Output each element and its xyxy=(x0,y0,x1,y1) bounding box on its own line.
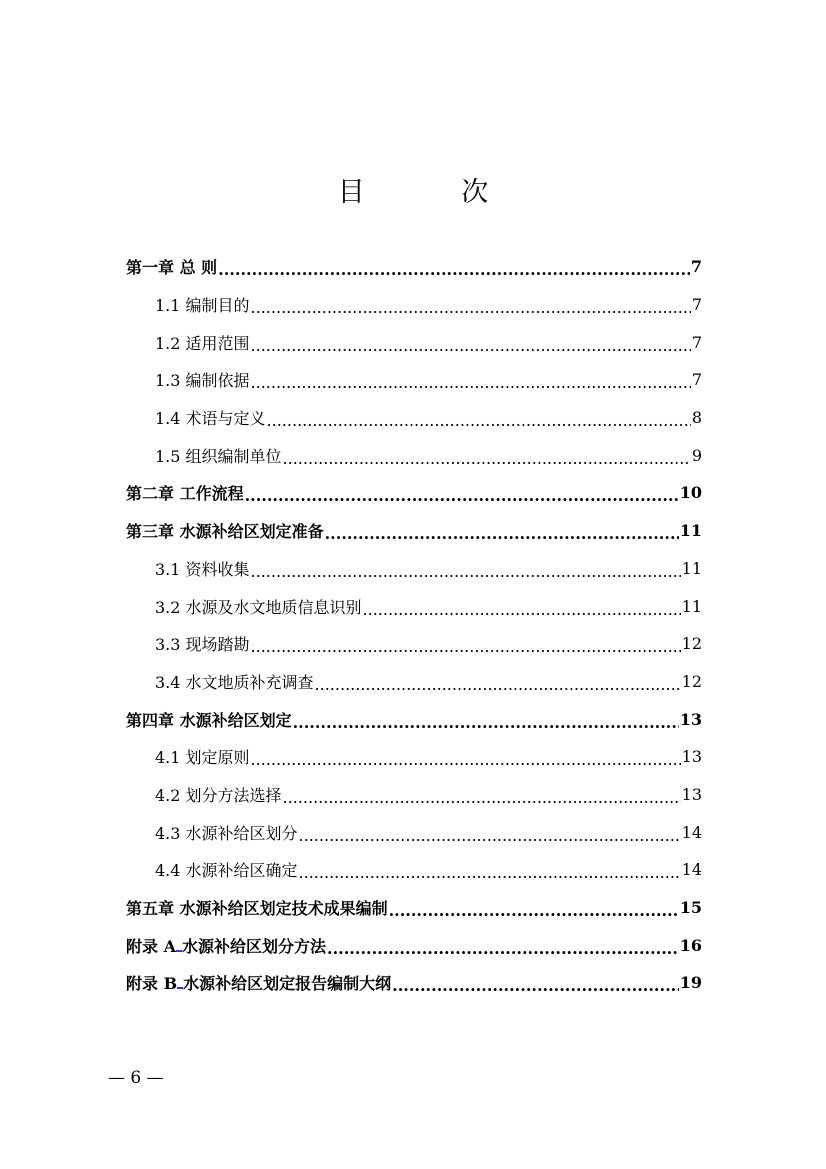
toc-entry-page: 11 xyxy=(681,596,702,616)
toc-entry-label: 4.4 水源补给区确定 xyxy=(155,861,298,881)
toc-entry-page: 8 xyxy=(691,408,702,428)
toc-leader-dots xyxy=(218,260,690,279)
toc-entry-label: 3.4 水文地质补充调查 xyxy=(155,672,314,692)
toc-entry-page: 13 xyxy=(679,709,702,729)
toc-leader-dots xyxy=(251,336,691,355)
toc-entry-1-3[interactable] xyxy=(126,361,702,399)
toc-leader-dots xyxy=(283,788,681,807)
toc-entry-label: 3.2 水源及水文地质信息识别 xyxy=(155,597,362,617)
toc-entry-page: 10 xyxy=(679,483,702,503)
toc-entry-4-4[interactable] xyxy=(126,851,702,889)
page-title: 目 次 xyxy=(337,177,533,208)
toc-entry-label: 4.1 划定原则 xyxy=(155,748,250,768)
toc-entry-page: 14 xyxy=(681,860,702,880)
toc-entry-appendix-b[interactable] xyxy=(126,964,702,1002)
toc-entry-chapter-4[interactable] xyxy=(126,700,702,738)
toc-entry-1-4[interactable] xyxy=(126,399,702,437)
toc-entry-page: 13 xyxy=(681,747,702,767)
toc-entry-chapter-1[interactable] xyxy=(126,248,702,286)
toc-entry-label: 3.3 现场踏勘 xyxy=(155,635,250,655)
toc-leader-dots xyxy=(283,449,691,468)
toc-leader-dots xyxy=(251,373,691,392)
toc-entry-label: 第四章 水源补给区划定 xyxy=(126,710,292,730)
toc-leader-dots xyxy=(299,863,681,882)
toc-leader-dots xyxy=(251,562,681,581)
toc-entry-1-1[interactable] xyxy=(126,286,702,324)
toc-leader-dots xyxy=(267,411,691,430)
appendix-title: 水源补给区划分方法 xyxy=(182,936,327,956)
toc-entry-1-5[interactable] xyxy=(126,436,702,474)
toc-entry-4-3[interactable] xyxy=(126,813,702,851)
toc-entry-label: 第二章 工作流程 xyxy=(126,484,244,504)
toc-leader-dots xyxy=(293,713,679,732)
toc-entry-3-2[interactable] xyxy=(126,587,702,625)
toc-entry-3-1[interactable] xyxy=(126,550,702,588)
toc-entry-page: 16 xyxy=(679,935,702,955)
toc-entry-label xyxy=(126,971,391,994)
toc-entry-chapter-3[interactable] xyxy=(126,512,702,550)
toc-entry-page: 7 xyxy=(691,370,702,390)
toc-entry-3-3[interactable] xyxy=(126,625,702,663)
toc-entry-page: 7 xyxy=(691,295,702,315)
appendix-prefix: 附录 B xyxy=(126,974,178,994)
toc-leader-dots xyxy=(392,976,679,995)
toc-entry-chapter-5[interactable] xyxy=(126,889,702,927)
toc-entry-label: 第一章 总 则 xyxy=(126,258,218,278)
toc-entry-label: 1.2 适用范围 xyxy=(155,333,250,353)
toc-entry-page: 13 xyxy=(681,784,702,804)
toc-entry-page: 9 xyxy=(691,445,702,465)
toc-leader-dots xyxy=(315,675,681,694)
page-number: — 6 — xyxy=(108,1068,164,1088)
toc-entry-page: 7 xyxy=(691,332,702,352)
toc-entry-label: 4.2 划分方法选择 xyxy=(155,785,282,805)
toc-entry-page: 14 xyxy=(681,822,702,842)
appendix-title: 水源补给区划定报告编制大纲 xyxy=(183,974,392,994)
toc-entry-label: 第五章 水源补给区划定技术成果编制 xyxy=(126,899,388,919)
toc-entry-4-1[interactable] xyxy=(126,738,702,776)
toc-leader-dots xyxy=(251,298,691,317)
toc-leader-dots xyxy=(327,939,679,958)
table-of-contents xyxy=(126,248,702,1002)
toc-entry-page: 12 xyxy=(681,634,702,654)
toc-entry-page: 15 xyxy=(679,898,702,918)
toc-leader-dots xyxy=(389,901,679,920)
toc-entry-label: 3.1 资料收集 xyxy=(155,559,250,579)
toc-entry-chapter-2[interactable] xyxy=(126,474,702,512)
toc-entry-page: 7 xyxy=(690,257,702,277)
toc-entry-appendix-a[interactable] xyxy=(126,926,702,964)
appendix-prefix: 附录 A xyxy=(126,936,176,956)
toc-leader-dots xyxy=(363,600,681,619)
toc-entry-label: 1.4 术语与定义 xyxy=(155,409,266,429)
toc-entry-label: 第三章 水源补给区划定准备 xyxy=(126,522,324,542)
toc-entry-1-2[interactable] xyxy=(126,323,702,361)
toc-leader-dots xyxy=(251,750,681,769)
toc-entry-label: 4.3 水源补给区划分 xyxy=(155,823,298,843)
toc-leader-dots xyxy=(245,486,679,505)
toc-entry-label xyxy=(126,934,326,957)
toc-entry-4-2[interactable] xyxy=(126,776,702,814)
toc-entry-page: 11 xyxy=(679,521,702,541)
toc-entry-page: 19 xyxy=(679,973,702,993)
toc-entry-page: 11 xyxy=(681,558,702,578)
toc-leader-dots xyxy=(299,826,681,845)
toc-entry-label: 1.5 组织编制单位 xyxy=(155,446,282,466)
toc-entry-3-4[interactable] xyxy=(126,663,702,701)
toc-leader-dots xyxy=(251,637,681,656)
toc-entry-label: 1.1 编制目的 xyxy=(155,296,250,316)
toc-entry-label: 1.3 编制依据 xyxy=(155,371,250,391)
toc-entry-page: 12 xyxy=(681,671,702,691)
toc-leader-dots xyxy=(325,524,679,543)
